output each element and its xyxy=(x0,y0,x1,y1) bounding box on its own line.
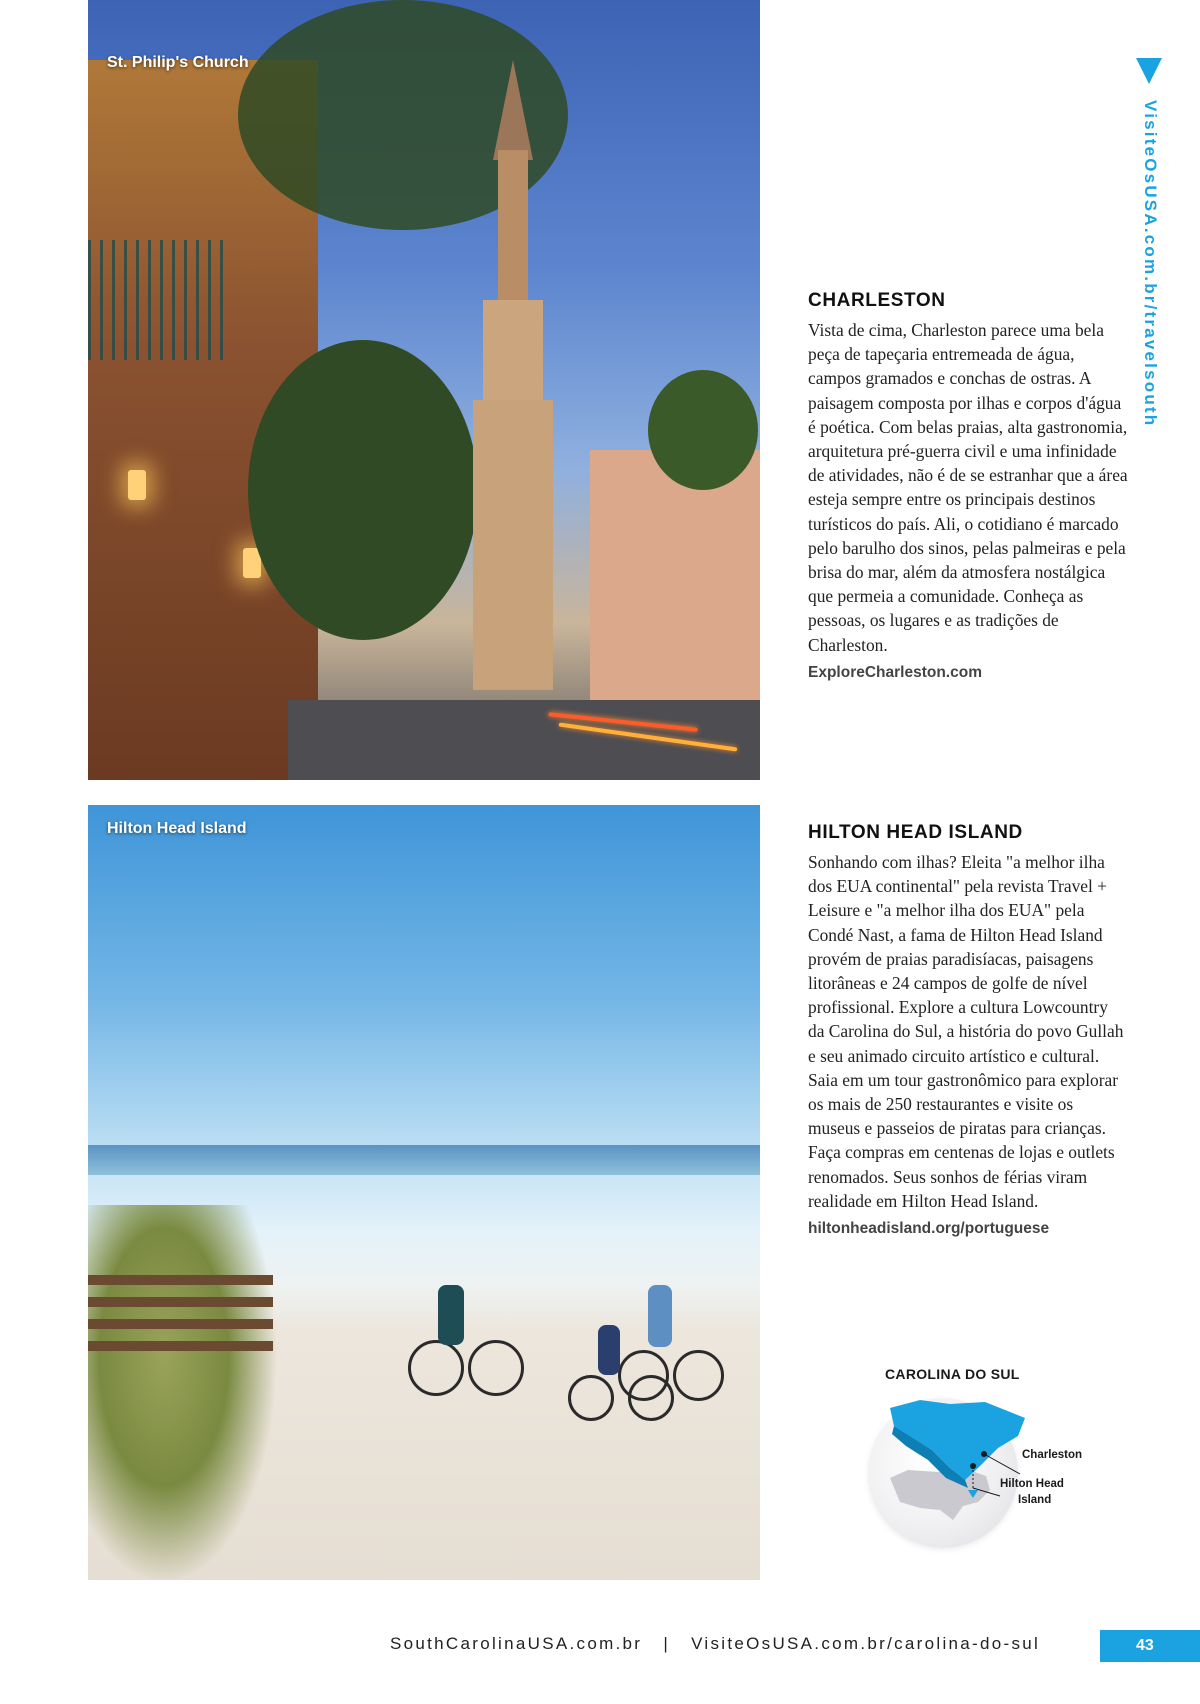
bicycle-wheel xyxy=(468,1340,524,1396)
bicycle-wheel xyxy=(408,1340,464,1396)
photo-tree xyxy=(248,340,478,640)
article-link[interactable]: ExploreCharleston.com xyxy=(808,663,982,681)
south-carolina-map-icon xyxy=(880,1388,1040,1518)
cyclist xyxy=(648,1285,672,1347)
map-title: CAROLINA DO SUL xyxy=(885,1366,1020,1382)
photo-caption: St. Philip's Church xyxy=(107,54,249,71)
article-body: Vista de cima, Charleston parece uma bela peça de tapeçaria entremeada de água, campos gramados e conchas de ostras. A paisagem composta por ilhas e corpos d'água é poética. Com belas praias, alta gastronomia, arquitetura pré-guerra civil e uma infinidade de atividades, não é de se estranhar que a área esteja sempre entre os principais destinos turísticos do país. Ali, o cotidiano é marcado pelo barulho dos sinos, pelas palmeiras e pela brisa do mar, além da atmosfera nostálgica que permeia a comunidade. Conheça as pessoas, os lugares e as tradições de Charleston. xyxy=(808,320,1128,655)
footer-link-right[interactable]: VisiteOsUSA.com.br/carolina-do-sul xyxy=(691,1634,1041,1653)
triangle-down-icon xyxy=(1136,58,1162,84)
side-url-label[interactable]: VisiteOsUSA.com.br/travelsouth xyxy=(1141,100,1160,428)
church-spire xyxy=(493,60,533,160)
church-steeple-top xyxy=(498,150,528,310)
article-title: HILTON HEAD ISLAND xyxy=(808,822,1023,843)
map-label-charleston: Charleston xyxy=(1022,1449,1083,1461)
photo-balcony xyxy=(88,240,228,360)
cyclist xyxy=(438,1285,464,1345)
bicycle-wheel xyxy=(568,1375,614,1421)
article-body: Sonhando com ilhas? Eleita "a melhor ilha dos EUA continental" pela revista Travel + Leisure e "a melhor ilha dos EUA" pela Condé Nast, a fama de Hilton Head Island provém de praias paradisíacas, paisagens litorâneas e 24 campos de golfe de nível profissional. Explore a cultura Lowcountry da Carolina do Sul, a história do povo Gullah e seu animado circuito artístico e cultural. Saia em um tour gastronômico para explorar os mais de 250 restaurantes e visite os museus e passeios de piratas para crianças. Faça compras em centenas de lojas e outlets renomados. Seus sonhos de férias viram realidade em Hilton Head Island. xyxy=(808,852,1124,1211)
article-charleston xyxy=(808,290,1128,682)
cyclist xyxy=(598,1325,620,1375)
article-title: CHARLESTON xyxy=(808,290,946,311)
street-lamp xyxy=(128,470,146,500)
article-link[interactable]: hiltonheadisland.org/portuguese xyxy=(808,1220,1050,1238)
photo-caption: Hilton Head Island xyxy=(107,820,247,837)
footer-links xyxy=(390,1634,1040,1654)
photo-dune-grass xyxy=(88,1205,278,1580)
photo-wooden-fence xyxy=(88,1275,273,1355)
photo-sea xyxy=(88,1145,760,1175)
photo-st-philips-church xyxy=(88,0,760,780)
page-number: 43 xyxy=(1100,1630,1200,1662)
map-label-island: Island xyxy=(1018,1494,1052,1506)
map-label-hilton-head: Hilton Head xyxy=(1000,1478,1064,1490)
bicycle-wheel xyxy=(628,1375,674,1421)
article-hilton-head xyxy=(808,822,1128,1238)
palm-tree xyxy=(648,370,758,490)
photo-building-right xyxy=(590,450,760,700)
footer-separator: | xyxy=(663,1634,671,1653)
bicycle-wheel xyxy=(673,1350,724,1401)
church-steeple-base xyxy=(473,400,553,690)
photo-hilton-head-island xyxy=(88,805,760,1580)
footer-link-left[interactable]: SouthCarolinaUSA.com.br xyxy=(390,1634,643,1653)
church-steeple-middle xyxy=(483,300,543,410)
